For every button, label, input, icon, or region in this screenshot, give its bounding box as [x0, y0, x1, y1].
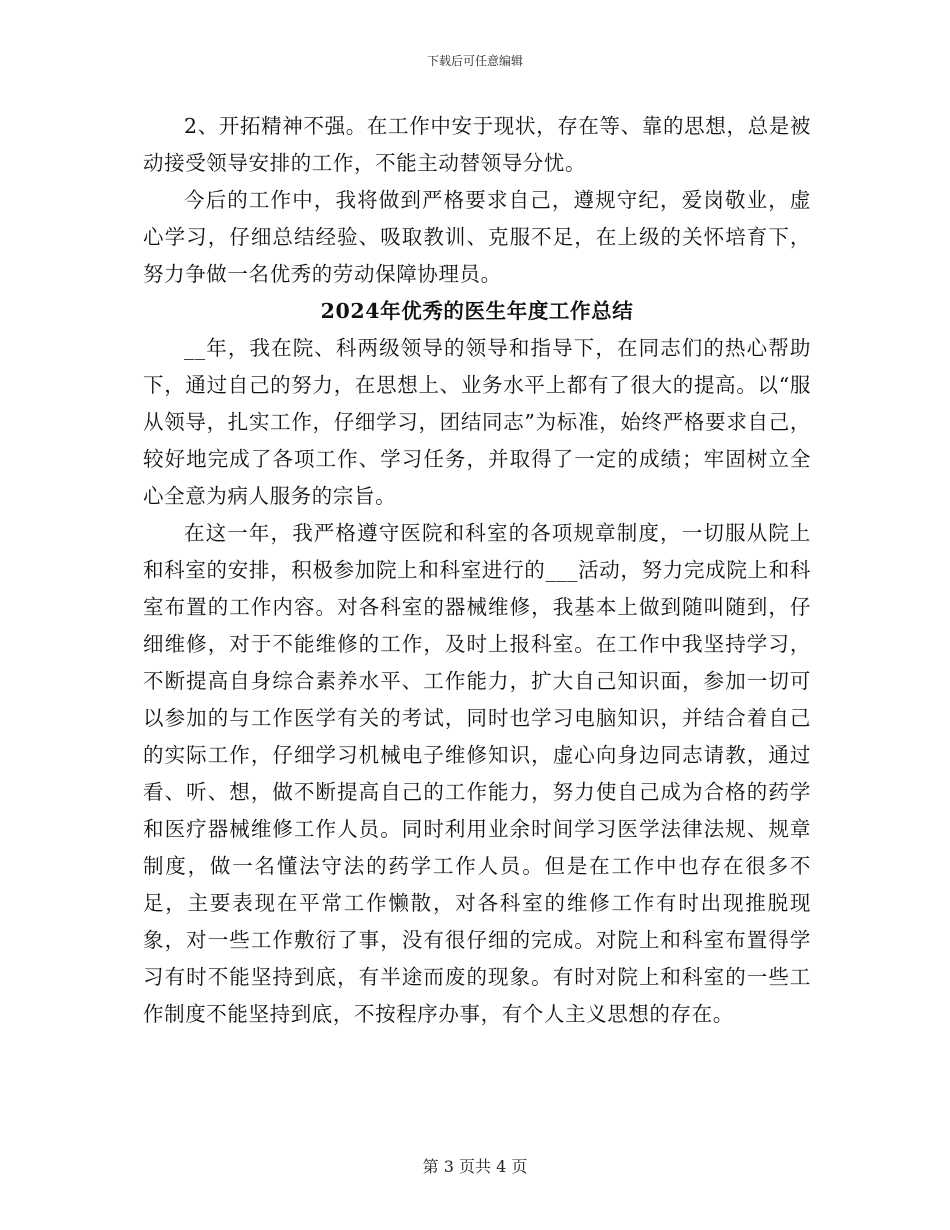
paragraph-shortcoming-2: 2、开拓精神不强。在工作中安于现状，存在等、靠的思想，总是被动接受领导安排的工作，不能主动替领导分忧。	[143, 114, 811, 175]
section-title: 2024年优秀的医生年度工作总结	[320, 299, 634, 323]
page-number: 第 3 页共 4 页	[422, 1157, 528, 1176]
paragraph-summary-intro: __年，我在院、科两级领导的领导和指导下，在同志们的热心帮助下，通过自己的努力，在思想上、业务水平上都有了很大的提高。以“服从领导，扎实工作，仔细学习，团结同志”为标准，始终严格要求自己，较好地完成了各项工作、学习任务，并取得了一定的成绩；牢固树立全心全意为病人服务的宗旨。	[143, 336, 811, 508]
page-header: 下载后可任意编辑	[426, 54, 523, 68]
paragraph-summary-details: 在这一年，我严格遵守医院和科室的各项规章制度，一切服从院上和科室的安排，积极参加院上和科室进行的___活动，努力完成院上和科室布置的工作内容。对各科室的器械维修，我基本上做到随叫随到，仔细维修，对于不能维修的工作，及时上报科室。在工作中我坚持学习，不断提高自身综合素养水平、工作能力，扩大自己知识面，参加一切可以参加的与工作医学有关的考试，同时也学习电脑知识，并结合着自己的实际工作，仔细学习机械电子维修知识，虚心向身边同志请教，通过看、听、想，做不断提高自己的工作能力，努力使自己成为合格的药学和医疗器械维修工作人员。同时利用业余时间学习医学法律法规、规章制度，做一名懂法守法的药学工作人员。但是在工作中也存在很多不足，主要表现在平常工作懒散，对各科室的维修工作有时出现推脱现象，对一些工作敷衍了事，没有很仔细的完成。对院上和科室布置得学习有时不能坚持到底，有半途而废的现象。有时对院上和科室的一些工作制度不能坚持到底，不按程序办事，有个人主义思想的存在。	[143, 521, 811, 1026]
document-body	[143, 108, 811, 1033]
paragraph-future-work: 今后的工作中，我将做到严格要求自己，遵规守纪，爱岗敬业，虚心学习，仔细总结经验、吸取教训、克服不足，在上级的关怀培育下，努力争做一名优秀的劳动保障协理员。	[143, 188, 811, 286]
